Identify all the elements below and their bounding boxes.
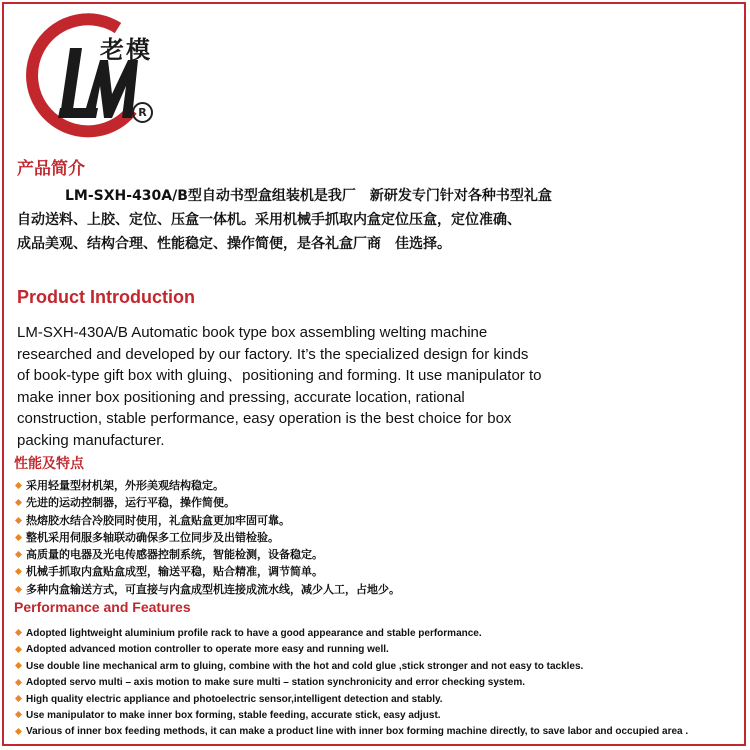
diamond-bullet-icon	[15, 711, 22, 718]
en-intro-line: packing manufacturer.	[17, 431, 165, 449]
cn-intro-paragraph	[17, 184, 617, 256]
list-item: Use manipulator to make inner box forming, stable feeding, accurate stick, easy adjust.	[14, 708, 688, 724]
list-item: Adopted advanced motion controller to operate more easy and running well.	[14, 642, 688, 658]
diamond-bullet-icon	[15, 551, 22, 558]
en-features-heading: Performance and Features	[14, 599, 191, 615]
en-intro-line: LM-SXH-430A/B Automatic book type box assembling welting machine	[17, 324, 488, 341]
diamond-bullet-icon	[15, 646, 22, 653]
registered-mark: R	[132, 102, 153, 123]
en-intro-heading: Product Introduction	[17, 287, 195, 307]
list-item: Use double line mechanical arm to gluing, combine with the hot and cold glue ,stick stronger and not easy to tackles.	[14, 659, 688, 675]
diamond-bullet-icon	[15, 629, 22, 636]
list-item: Adopted lightweight aluminium profile rack to have a good appearance and stable performance.	[14, 626, 688, 642]
list-item: Various of inner box feeding methods, it can make a product line with inner box forming machine directly, to save labor and occupied area .	[14, 724, 688, 740]
logo-brand-text: 老模	[100, 35, 152, 64]
list-item: 整机采用伺服多轴联动确保多工位同步及出错检验。	[14, 529, 400, 546]
cn-features-heading: 性能及特点	[14, 456, 84, 472]
cn-intro-line: 成品美观、结构合理、性能稳定、操作简便，是各礼盒厂商 佳选择。	[17, 236, 451, 252]
diamond-bullet-icon	[15, 678, 22, 685]
en-intro-line: construction, stable performance, easy operation is the best choice for box	[17, 410, 512, 428]
diamond-bullet-icon	[15, 517, 22, 524]
list-item: 先进的运动控制器，运行平稳，操作简便。	[14, 494, 400, 511]
diamond-bullet-icon	[15, 568, 22, 575]
cn-intro-heading: 产品简介	[17, 159, 85, 179]
list-item: 机械手抓取内盒贴盒成型，输送平稳，贴合精准，调节简单。	[14, 563, 400, 580]
cn-intro-line: LM-SXH-430A/B型自动书型盒组装机是我厂 新研发专门针对各种书型礼盒	[65, 188, 552, 204]
diamond-bullet-icon	[15, 728, 22, 735]
list-item: 高质量的电器及光电传感器控制系统，智能检测，设备稳定。	[14, 546, 400, 563]
cn-intro-line: 自动送料、上胶、定位、压盒一体机。采用机械手抓取内盒定位压盒，定位准确、	[17, 212, 521, 228]
en-intro-line: make inner box positioning and pressing, accurate location, rational	[17, 388, 465, 406]
list-item: Adopted servo multi – axis motion to make sure multi – station synchronicity and error checking system.	[14, 675, 688, 691]
list-item: 采用轻量型材机架，外形美观结构稳定。	[14, 477, 400, 494]
diamond-bullet-icon	[15, 482, 22, 489]
en-intro-paragraph	[17, 322, 617, 452]
diamond-bullet-icon	[15, 534, 22, 541]
diamond-bullet-icon	[15, 499, 22, 506]
cn-features-list	[14, 477, 400, 598]
diamond-bullet-icon	[15, 695, 22, 702]
en-features-list	[14, 626, 688, 741]
diamond-bullet-icon	[15, 586, 22, 593]
list-item: 热熔胶水结合冷胶同时使用，礼盒贴盒更加牢固可靠。	[14, 512, 400, 529]
en-intro-line: of book-type gift box with gluing、positioning and forming. It use manipulator to	[17, 367, 542, 385]
diamond-bullet-icon	[15, 662, 22, 669]
list-item: 多种内盒输送方式，可直接与内盒成型机连接成流水线，减少人工，占地少。	[14, 581, 400, 598]
en-intro-line: researched and developed by our factory. It’s the specialized design for kinds	[17, 345, 529, 363]
list-item: High quality electric appliance and photoelectric sensor,intelligent detection and stably.	[14, 692, 688, 708]
